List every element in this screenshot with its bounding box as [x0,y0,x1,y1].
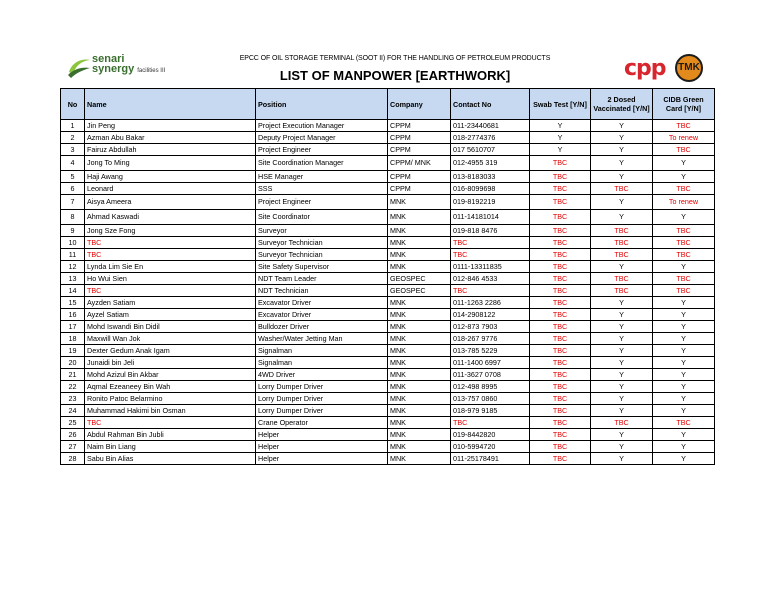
cell-no: 15 [61,297,85,309]
cell-contact: 019-818 8476 [451,225,530,237]
table-row [61,441,715,453]
cell-swab-test: TBC [530,225,591,237]
cell-no: 6 [61,183,85,195]
cell-cidb-card: To renew [653,195,715,210]
logo-text-synergy-word: synergy [92,63,135,75]
cell-swab-test: Y [530,120,591,132]
table-row [61,393,715,405]
table-row [61,120,715,132]
cell-vaccinated: Y [591,441,653,453]
cell-contact: 010-5994720 [451,441,530,453]
header-company: Company [388,89,451,120]
cell-position: Lorry Dumper Driver [256,381,388,393]
cell-swab-test: TBC [530,249,591,261]
tmk-logo-badge: TMK [675,54,703,82]
cell-swab-test: TBC [530,357,591,369]
cell-name: Abdul Rahman Bin Jubli [85,429,256,441]
cell-swab-test: TBC [530,183,591,195]
cell-vaccinated: TBC [591,285,653,297]
cell-cidb-card: TBC [653,120,715,132]
cell-no: 11 [61,249,85,261]
cell-name: Mohd Azizul Bin Akbar [85,369,256,381]
cell-vaccinated: Y [591,144,653,156]
cell-no: 24 [61,405,85,417]
cell-no: 17 [61,321,85,333]
cell-contact: 012-873 7903 [451,321,530,333]
table-row [61,225,715,237]
cell-company: MNK [388,441,451,453]
cell-position: Project Execution Manager [256,120,388,132]
cell-cidb-card: Y [653,309,715,321]
table-row [61,183,715,195]
table-row [61,333,715,345]
cell-vaccinated: TBC [591,237,653,249]
cell-contact: 012-846 4533 [451,273,530,285]
table-header-row [61,89,715,120]
cell-no: 5 [61,171,85,183]
cell-company: MNK [388,249,451,261]
cell-vaccinated: TBC [591,249,653,261]
cell-name: TBC [85,237,256,249]
cell-contact: TBC [451,249,530,261]
cell-company: MNK [388,405,451,417]
cell-company: CPPM/ MNK [388,156,451,171]
cell-cidb-card: Y [653,381,715,393]
cell-no: 2 [61,132,85,144]
cell-position: Project Engineer [256,144,388,156]
senari-synergy-logo [66,52,186,82]
swoosh-icon [66,54,92,80]
cell-contact: 017 5610707 [451,144,530,156]
table-row [61,453,715,465]
cell-contact: TBC [451,237,530,249]
table-row [61,417,715,429]
cell-no: 27 [61,441,85,453]
cell-name: Naim Bin Liang [85,441,256,453]
cell-position: Lorry Dumper Driver [256,405,388,417]
cell-contact: 019-8192219 [451,195,530,210]
cell-company: MNK [388,357,451,369]
cell-name: Ayzel Satiam [85,309,256,321]
cell-name: Aqmal Ezeaneey Bin Wah [85,381,256,393]
cell-cidb-card: TBC [653,273,715,285]
cell-vaccinated: Y [591,171,653,183]
cell-no: 26 [61,429,85,441]
header-cidb-card: CIDB Green Card [Y/N] [653,89,715,120]
cell-cidb-card: TBC [653,417,715,429]
cell-name: Aisya Ameera [85,195,256,210]
header-contact: Contact No [451,89,530,120]
cell-vaccinated: Y [591,120,653,132]
logo-text-synergy [92,64,165,77]
cell-position: Site Coordinator [256,210,388,225]
cell-vaccinated: Y [591,357,653,369]
cell-position: Surveyor [256,225,388,237]
cpp-logo-text: cpp [624,56,666,81]
cell-vaccinated: Y [591,261,653,273]
cell-no: 25 [61,417,85,429]
cell-contact: 018-2774376 [451,132,530,144]
cell-company: GEOSPEC [388,273,451,285]
cell-position: Signalman [256,357,388,369]
cell-cidb-card: Y [653,156,715,171]
cell-swab-test: TBC [530,345,591,357]
cell-no: 12 [61,261,85,273]
table-row [61,381,715,393]
cell-contact: 0111-13311835 [451,261,530,273]
cell-position: Lorry Dumper Driver [256,393,388,405]
cell-no: 1 [61,120,85,132]
cell-company: MNK [388,345,451,357]
cell-position: Site Safety Supervisor [256,261,388,273]
cell-contact: 011-3627 0708 [451,369,530,381]
cell-company: MNK [388,369,451,381]
cell-no: 28 [61,453,85,465]
cell-cidb-card: Y [653,441,715,453]
cell-no: 7 [61,195,85,210]
header-name: Name [85,89,256,120]
cell-company: MNK [388,393,451,405]
cell-position: NDT Technician [256,285,388,297]
cell-company: MNK [388,333,451,345]
cell-contact: 014-2908122 [451,309,530,321]
table-row [61,321,715,333]
cell-position: Surveyor Technician [256,237,388,249]
cell-position: Site Coordination Manager [256,156,388,171]
cell-company: CPPM [388,144,451,156]
cell-vaccinated: TBC [591,273,653,285]
cell-company: MNK [388,321,451,333]
table-row [61,345,715,357]
cell-name: TBC [85,249,256,261]
cell-no: 3 [61,144,85,156]
cell-no: 14 [61,285,85,297]
cell-contact: 011-25178491 [451,453,530,465]
cell-no: 19 [61,345,85,357]
table-row [61,285,715,297]
cell-no: 9 [61,225,85,237]
cell-position: Crane Operator [256,417,388,429]
cell-vaccinated: TBC [591,225,653,237]
cell-contact: 019-8442820 [451,429,530,441]
cell-vaccinated: Y [591,321,653,333]
cell-contact: 016-8099698 [451,183,530,195]
cell-position: Excavator Driver [256,297,388,309]
cell-no: 16 [61,309,85,321]
cell-no: 4 [61,156,85,171]
cell-vaccinated: Y [591,156,653,171]
cell-no: 23 [61,393,85,405]
cell-cidb-card: Y [653,345,715,357]
cell-position: Signalman [256,345,388,357]
cell-company: MNK [388,381,451,393]
cell-swab-test: TBC [530,285,591,297]
cell-position: Helper [256,441,388,453]
cell-name: Leonard [85,183,256,195]
cell-vaccinated: TBC [591,183,653,195]
cell-swab-test: TBC [530,369,591,381]
cell-cidb-card: TBC [653,249,715,261]
table-row [61,369,715,381]
logo-text-suffix: facilities III [137,68,166,74]
cell-contact: 012-498 8995 [451,381,530,393]
table-row [61,357,715,369]
table-row [61,405,715,417]
cell-name: Mohd Iswandi Bin Didil [85,321,256,333]
cell-cidb-card: Y [653,261,715,273]
cell-vaccinated: Y [591,393,653,405]
cell-name: Dexter Gedum Anak Igam [85,345,256,357]
cell-cidb-card: TBC [653,225,715,237]
cell-contact: 018-267 9776 [451,333,530,345]
table-row [61,297,715,309]
table-row [61,156,715,171]
table-row [61,210,715,225]
cell-swab-test: TBC [530,297,591,309]
cell-company: CPPM [388,171,451,183]
cell-no: 20 [61,357,85,369]
cell-contact: 011-14181014 [451,210,530,225]
cell-position: Bulldozer Driver [256,321,388,333]
table-row [61,309,715,321]
table-row [61,249,715,261]
table-row [61,273,715,285]
project-title: EPCC OF OIL STORAGE TERMINAL (SOOT II) FOR THE HANDLING OF PETROLEUM PRODUCTS [239,55,551,62]
cell-swab-test: TBC [530,429,591,441]
cpp-tmk-logo [624,54,706,86]
cell-vaccinated: Y [591,210,653,225]
cell-contact: 012-4955 319 [451,156,530,171]
cell-name: Ahmad Kaswadi [85,210,256,225]
cell-vaccinated: Y [591,195,653,210]
cell-position: Excavator Driver [256,309,388,321]
cell-vaccinated: Y [591,429,653,441]
cell-name: Sabu Bin Alias [85,453,256,465]
cell-contact: TBC [451,417,530,429]
cell-swab-test: TBC [530,333,591,345]
cell-contact: 013-8183033 [451,171,530,183]
table-row [61,237,715,249]
cell-swab-test: TBC [530,381,591,393]
cell-swab-test: TBC [530,417,591,429]
cell-position: Helper [256,453,388,465]
cell-company: MNK [388,237,451,249]
header-position: Position [256,89,388,120]
cell-cidb-card: Y [653,321,715,333]
cell-position: SSS [256,183,388,195]
cell-position: Washer/Water Jetting Man [256,333,388,345]
cell-vaccinated: TBC [591,417,653,429]
cell-cidb-card: Y [653,357,715,369]
cell-name: Junaidi bin Jeli [85,357,256,369]
cell-company: CPPM [388,120,451,132]
header-swab-test: Swab Test [Y/N] [530,89,591,120]
cell-position: 4WD Driver [256,369,388,381]
cell-vaccinated: Y [591,369,653,381]
cell-contact: 011-23440681 [451,120,530,132]
cell-company: MNK [388,225,451,237]
table-row [61,195,715,210]
cell-swab-test: Y [530,132,591,144]
cell-contact: 011-1263 2286 [451,297,530,309]
cell-company: MNK [388,261,451,273]
cell-name: Ayzden Satiam [85,297,256,309]
cell-name: Ho Wui Sien [85,273,256,285]
cell-vaccinated: Y [591,405,653,417]
table-row [61,261,715,273]
header-vaccinated: 2 Dosed Vaccinated [Y/N] [591,89,653,120]
cell-no: 8 [61,210,85,225]
table-row [61,429,715,441]
cell-position: Helper [256,429,388,441]
cell-cidb-card: Y [653,453,715,465]
cell-company: MNK [388,210,451,225]
cell-position: Project Engineer [256,195,388,210]
cell-cidb-card: Y [653,333,715,345]
table-row [61,171,715,183]
cell-vaccinated: Y [591,309,653,321]
cell-company: MNK [388,417,451,429]
cell-position: HSE Manager [256,171,388,183]
cell-contact: 011-1400 6997 [451,357,530,369]
cell-company: MNK [388,309,451,321]
cell-no: 18 [61,333,85,345]
cell-swab-test: TBC [530,309,591,321]
cell-cidb-card: Y [653,429,715,441]
cell-swab-test: TBC [530,273,591,285]
cell-name: Jong Sze Fong [85,225,256,237]
cell-contact: 018-979 9185 [451,405,530,417]
cell-name: Muhammad Hakimi bin Osman [85,405,256,417]
cell-swab-test: TBC [530,321,591,333]
cell-vaccinated: Y [591,132,653,144]
cell-swab-test: TBC [530,210,591,225]
cell-company: MNK [388,195,451,210]
cell-swab-test: Y [530,144,591,156]
cell-position: Deputy Project Manager [256,132,388,144]
cell-company: MNK [388,297,451,309]
cell-cidb-card: TBC [653,144,715,156]
cell-swab-test: TBC [530,405,591,417]
cell-company: MNK [388,429,451,441]
cell-swab-test: TBC [530,453,591,465]
page-title: LIST OF MANPOWER [EARTHWORK] [279,68,511,83]
cell-no: 21 [61,369,85,381]
cell-contact: 013-785 5229 [451,345,530,357]
cell-cidb-card: To renew [653,132,715,144]
table-row [61,132,715,144]
cell-cidb-card: Y [653,405,715,417]
cell-cidb-card: Y [653,297,715,309]
cell-name: Haji Awang [85,171,256,183]
logo-text-senari: senari [92,53,125,65]
cell-swab-test: TBC [530,171,591,183]
cell-name: Fairuz Abdullah [85,144,256,156]
cell-name: Jin Peng [85,120,256,132]
cell-company: MNK [388,453,451,465]
cell-swab-test: TBC [530,195,591,210]
cell-vaccinated: Y [591,345,653,357]
cell-swab-test: TBC [530,156,591,171]
cell-company: CPPM [388,183,451,195]
cell-vaccinated: Y [591,333,653,345]
cell-position: NDT Team Leader [256,273,388,285]
cell-cidb-card: TBC [653,237,715,249]
cell-cidb-card: Y [653,210,715,225]
cell-company: CPPM [388,132,451,144]
cell-name: Jong To Ming [85,156,256,171]
cell-name: TBC [85,417,256,429]
cell-no: 10 [61,237,85,249]
cell-no: 13 [61,273,85,285]
cell-vaccinated: Y [591,381,653,393]
table-body [61,120,715,465]
cell-cidb-card: Y [653,393,715,405]
cell-swab-test: TBC [530,237,591,249]
cell-cidb-card: Y [653,171,715,183]
cell-no: 22 [61,381,85,393]
cell-swab-test: TBC [530,393,591,405]
cell-vaccinated: Y [591,453,653,465]
cell-swab-test: TBC [530,441,591,453]
cell-cidb-card: Y [653,369,715,381]
cell-name: TBC [85,285,256,297]
cell-position: Surveyor Technician [256,249,388,261]
cell-name: Azman Abu Bakar [85,132,256,144]
cell-vaccinated: Y [591,297,653,309]
header-no: No [61,89,85,120]
cell-contact: TBC [451,285,530,297]
cell-cidb-card: TBC [653,183,715,195]
cell-cidb-card: TBC [653,285,715,297]
cell-company: GEOSPEC [388,285,451,297]
cell-name: Ronito Patoc Belarmino [85,393,256,405]
cell-name: Maxwill Wan Jok [85,333,256,345]
cell-name: Lynda Lim Sie En [85,261,256,273]
cell-swab-test: TBC [530,261,591,273]
manpower-table [60,88,715,465]
table-row [61,144,715,156]
cell-contact: 013-757 0860 [451,393,530,405]
